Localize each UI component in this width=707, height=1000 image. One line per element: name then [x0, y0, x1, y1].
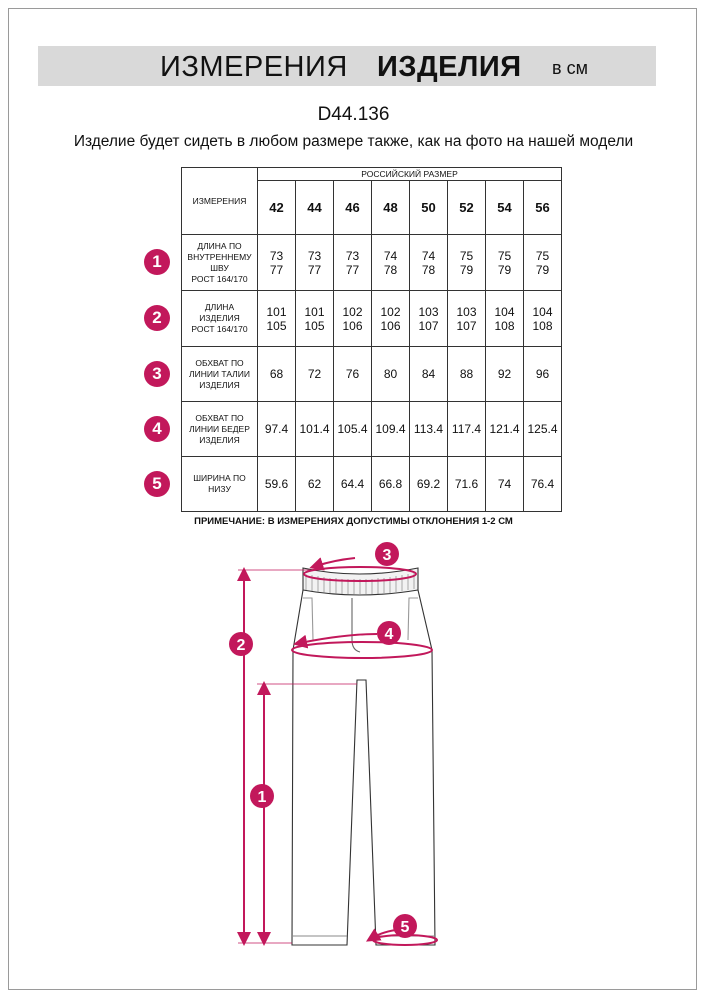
measurement-value-line: 79	[535, 262, 550, 277]
measurement-label-line: ЛИНИИ БЕДЕР	[189, 423, 250, 434]
measurement-label-line: ШИРИНА ПО	[193, 473, 246, 483]
measurement-value-line: 62	[307, 477, 322, 491]
measurement-label-line: ЛИНИИ ТАЛИИ	[189, 368, 250, 379]
measurement-value-line: 72	[307, 367, 322, 381]
measurement-value-line: 102	[380, 304, 401, 319]
row-number-badge: 4	[144, 416, 170, 442]
diagram-marker-5-label: 5	[400, 919, 410, 936]
measurement-value-line: 97.4	[264, 422, 289, 436]
measurement-value-line: 80	[383, 367, 398, 381]
measurement-value-line: 78	[383, 262, 398, 277]
measurement-value-line: 73	[307, 248, 322, 263]
measurement-value-line: 106	[342, 318, 363, 333]
measurement-value-line: 125.4	[527, 422, 558, 436]
measurement-value-line: 79	[459, 262, 474, 277]
measurement-label-line: ОБХВАТ ПО	[195, 357, 244, 368]
measurement-value-line: 113.4	[413, 422, 444, 436]
measurement-value-line: 109.4	[375, 422, 406, 436]
measurement-label-line: ИЗДЕЛИЯ	[199, 313, 240, 323]
measurement-value-line: 84	[421, 367, 436, 381]
waist-arrow	[316, 558, 355, 566]
measurement-value-line: 76.4	[530, 477, 555, 491]
measurement-value-line: 107	[418, 318, 439, 333]
size-column-header: 52	[448, 181, 486, 235]
measurement-value-line: 105.4	[337, 422, 368, 436]
measurement-value-line: 66.8	[378, 477, 403, 491]
size-column-header: 46	[334, 181, 372, 235]
measurement-value-line: 75	[459, 248, 474, 263]
measurement-value-line: 77	[269, 262, 284, 277]
measurement-label-line: РОСТ 164/170	[191, 273, 248, 284]
measurement-value-line: 104	[532, 304, 553, 319]
size-column-header: 44	[296, 181, 334, 235]
row-number-badge: 2	[144, 305, 170, 331]
row-number-badge: 1	[144, 249, 170, 275]
measurement-value-line: 103	[456, 304, 477, 319]
measurement-value-line: 88	[459, 367, 474, 381]
measurement-value-line: 59.6	[264, 477, 289, 491]
size-column-header: 56	[524, 181, 562, 235]
measurement-value-line: 77	[307, 262, 322, 277]
size-column-header: 48	[372, 181, 410, 235]
measurement-value-line: 71.6	[454, 477, 479, 491]
corner-label: ИЗМЕРЕНИЯ	[182, 168, 258, 235]
measurement-value-line: 105	[304, 318, 325, 333]
diagram-marker-2-label: 2	[236, 637, 246, 654]
size-column-header: 54	[486, 181, 524, 235]
measurement-label-line: НИЗУ	[208, 484, 231, 494]
measurement-value-line: 108	[494, 318, 515, 333]
measurement-value-line: 74	[497, 477, 512, 491]
measurement-value-line: 74	[383, 248, 398, 263]
measurement-value-line: 69.2	[416, 477, 441, 491]
measurement-label-line: ОБХВАТ ПО	[195, 412, 244, 423]
measurement-value-line: 79	[497, 262, 512, 277]
measurement-value-line: 117.4	[451, 422, 482, 436]
trousers-outline	[292, 568, 435, 945]
measurement-value-line: 108	[532, 318, 553, 333]
measurement-value-line: 101	[304, 304, 325, 319]
measurement-value-line: 73	[345, 248, 360, 263]
measurement-value-line: 101	[266, 304, 287, 319]
measurement-value-line: 75	[497, 248, 512, 263]
measurement-value-line: 74	[421, 248, 436, 263]
measurement-value-line: 77	[345, 262, 360, 277]
measurement-label-line: ВНУТРЕННЕМУ	[187, 251, 252, 262]
measure-lines	[238, 558, 437, 945]
measurement-label-line: РОСТ 164/170	[191, 324, 248, 334]
title-measurements: ИЗМЕРЕНИЯ	[160, 51, 348, 83]
diagram-markers	[229, 542, 417, 938]
measurement-value-line: 103	[418, 304, 439, 319]
row-number-badge: 5	[144, 471, 170, 497]
measurement-value-line: 78	[421, 262, 436, 277]
article-code: D44.136	[317, 104, 390, 125]
measurement-value-line: 92	[497, 367, 512, 381]
measurement-value-line: 102	[342, 304, 363, 319]
measurement-value-line: 101.4	[299, 422, 330, 436]
measurement-value-line: 121.4	[489, 422, 520, 436]
measurement-label-line: ДЛИНА	[204, 302, 235, 312]
measurement-label-line: ШВУ	[210, 262, 229, 273]
measurement-value-line: 96	[535, 367, 550, 381]
row-number-badge: 3	[144, 361, 170, 387]
hip-girth-line	[292, 642, 432, 658]
measurement-label-line: ИЗДЕЛИЯ	[199, 379, 240, 390]
size-group-header: РОССИЙСКИЙ РАЗМЕР	[258, 168, 562, 181]
fit-subtitle: Изделие будет сидеть в любом размере также, как на фото на нашей модели	[73, 133, 634, 150]
measurement-value-line: 68	[269, 367, 284, 381]
measurement-label-line: ИЗДЕЛИЯ	[199, 434, 240, 445]
size-column-header: 50	[410, 181, 448, 235]
size-column-header: 42	[258, 181, 296, 235]
measurement-value-line: 64.4	[340, 477, 365, 491]
diagram-marker-1-label: 1	[257, 789, 267, 806]
measurement-value-line: 75	[535, 248, 550, 263]
measurement-value-line: 106	[380, 318, 401, 333]
tolerance-note: ПРИМЕЧАНИЕ: В ИЗМЕРЕНИЯХ ДОПУСТИМЫ ОТКЛОНЕНИЯ 1-2 СМ	[194, 516, 513, 527]
measurement-value-line: 73	[269, 248, 284, 263]
measurement-value-line: 107	[456, 318, 477, 333]
diagram-marker-4-label: 4	[384, 626, 394, 643]
measurement-value-line: 104	[494, 304, 515, 319]
measurement-value-line: 105	[266, 318, 287, 333]
title-unit: в см	[552, 58, 588, 78]
measurement-value-line: 76	[345, 367, 360, 381]
measurement-label-line: ДЛИНА ПО	[197, 240, 242, 251]
title-product: ИЗДЕЛИЯ	[377, 51, 522, 83]
diagram-marker-3-label: 3	[382, 547, 392, 564]
